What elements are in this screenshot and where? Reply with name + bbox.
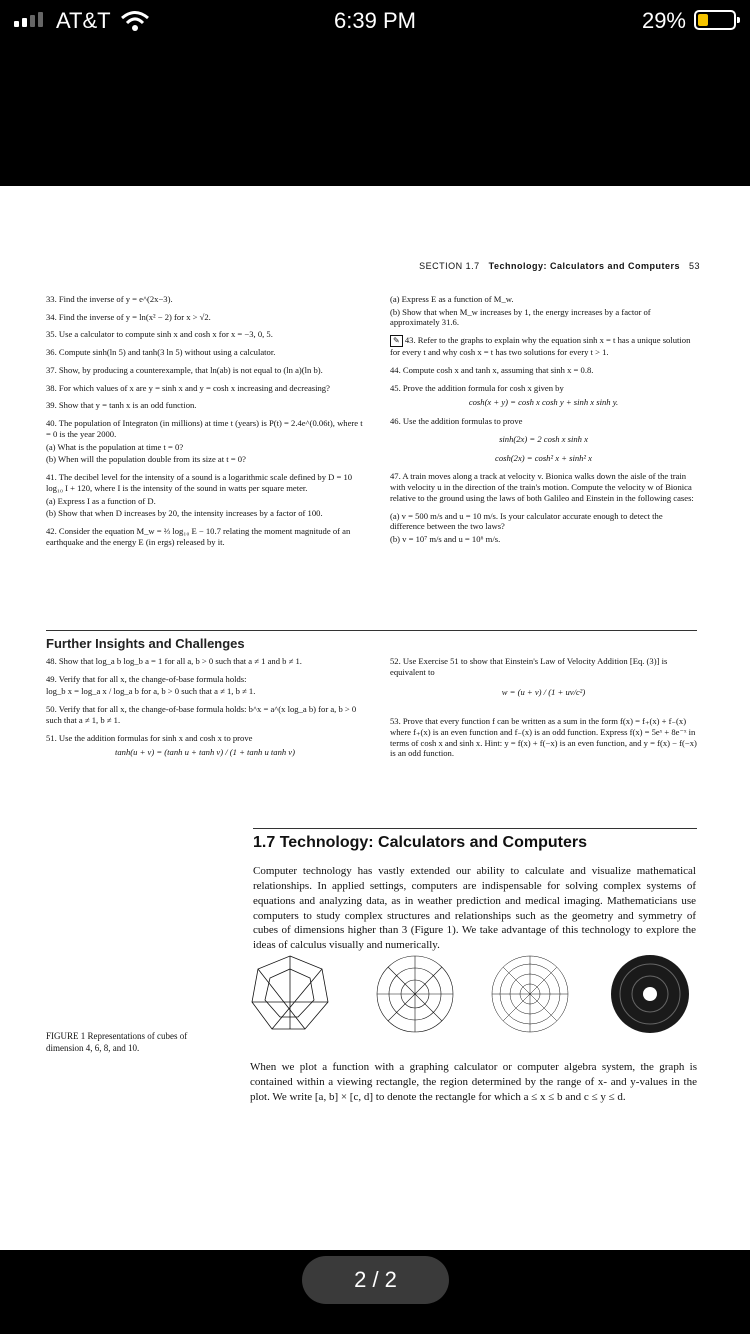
divider (46, 630, 697, 631)
carrier-name: AT&T (56, 8, 111, 33)
page-indicator[interactable]: 2 / 2 (302, 1256, 449, 1304)
hypercube-6d (377, 956, 453, 1032)
further-list-right: 52. Use Exercise 51 to show that Einstein's Law of Velocity Addition [Eq. (3)] is equivalent to w = (u + v) / (1 + uv/c²) 53. Prove that every function f can be written as a sum in the form f(x) = f₊(x) + f₋(x) where f₊(x) is an even function and f₋(x) is an odd function. Express f(x) = 5eˣ + 8e⁻ˣ in terms of cosh x and sinh x. Hint: y = f(x) + f(−x) is an even function, and y = f(x) − f(−x) is an odd function. (390, 656, 697, 759)
section-title: 1.7 Technology: Calculators and Computers (253, 834, 587, 851)
section-closing-paragraph: When we plot a function with a graphing calculator or computer algebra system, the graph is contained within a viewing rectangle, the region determined by the range of x- and y-values in the plot. We write [a, b] × [c, d] to denote the rectangle for which a ≤ x ≤ b and c ≤ y ≤ d. (250, 1061, 697, 1103)
hypercube-4d (252, 956, 328, 1029)
page-header: SECTION 1.7 Technology: Calculators and Computers 53 (419, 261, 700, 271)
battery-icon (694, 10, 736, 30)
graph-exercise-icon: ✎ (390, 335, 403, 347)
further-list-left: 48. Show that log_a b log_b a = 1 for all a, b > 0 such that a ≠ 1 and b ≠ 1. 49. Verify that for all x, the change-of-base formula holds: log_b x = log_a x / log_a b for a, b > 0 such that a ≠ 1, b ≠ 1. 50. Verify that for all x, the change-of-base formula holds: b^x = a^(x log_a b) for a, b > 0 such that a ≠ 1, b ≠ 1. 51. Use the addition formulas for sinh x and cosh x to prove tanh(u + v) = (tanh u + tanh v) / (1 + tanh u tanh v) (46, 656, 357, 758)
section-divider (253, 828, 697, 829)
battery-level (698, 14, 708, 26)
hypercube-figures (250, 954, 700, 1034)
battery-percent: 29% (641, 8, 686, 33)
hypercube-10d (611, 955, 689, 1033)
figure-caption: FIGURE 1 Representations of cubes of dimension 4, 6, 8, and 10. (46, 1031, 188, 1053)
clock: 6:39 PM (334, 8, 416, 33)
document-page[interactable] (0, 186, 750, 1250)
exercise-list-right: (a) Express E as a function of M_w. (b) Show that when M_w increases by 1, the energy increases by a factor of approximately 31.6. ✎ 43. Refer to the graphs to explain why the equation sinh x = t has a unique solution for every t and why cosh x = t has two solutions for every t > 1. 44. Compute cosh x and tanh x, assuming that sinh x = 0.8. 45. Prove the addition formula for cosh x given by cosh(x + y) = cosh x cosh y + sinh x sinh y. 46. Use the addition formulas to prove sinh(2x) = 2 cosh x sinh x cosh(2x) = cosh² x + sinh² x 47. A train moves along a track at velocity v. Bionica walks down the aisle of the train with velocity u in the direction of the train's motion. Compute the velocity w of Bionica relative to the ground using the laws of both Galileo and Einstein in the following cases: (a) v = 500 m/s and u = 10 m/s. Is your calculator accurate enough to detect the difference between the two laws? (b) v = 10⁷ m/s and u = 10⁶ m/s. (390, 294, 694, 545)
section-intro: Computer technology has vastly extended our ability to calculate and visualize mathematical relationships. In applied settings, computers are indispensable for solving complex systems of equations and analyzing data, as in weather prediction and medical imaging. Mathematicians use computers to study complex structures and relationships such as the geometry and symmetry of cubes of dimensions higher than 3 (Figure 1). We take advantage of this technology to explore the ideas of calculus visually and numerically. (253, 865, 696, 952)
hypercube-8d (492, 956, 568, 1032)
further-insights-heading: Further Insights and Challenges (46, 636, 245, 651)
exercise-list-left: 33. Find the inverse of y = e^(2x−3). 34. Find the inverse of y = ln(x² − 2) for x > √2. 35. Use a calculator to compute sinh x and cosh x for x = −3, 0, 5. 36. Compute sinh(ln 5) and tanh(3 ln 5) without using a calculator. 37. Show, by producing a counterexample, that ln(ab) is not equal to (ln a)(ln b). 38. For which values of x are y = sinh x and y = cosh x increasing and decreasing? 39. Show that y = tanh x is an odd function. 40. The population of Integraton (in millions) at time t (years) is P(t) = 2.4e^(0.06t), where t = 0 is the year 2000. (a) What is the population at time t = 0? (b) When will the population double from its size at t = 0? 41. The decibel level for the intensity of a sound is a logarithmic scale defined by D = 10 log₁₀ I + 120, where I is the intensity of the sound in watts per square meter. (a) Express I as a function of D. (b) Show that when D increases by 20, the intensity increases by a factor of 100. 42. Consider the equation M_w = ⅔ log₁₀ E − 10.7 relating the moment magnitude of an earthquake and the energy E (in ergs) released by it. (46, 294, 363, 547)
status-bar (0, 0, 750, 44)
